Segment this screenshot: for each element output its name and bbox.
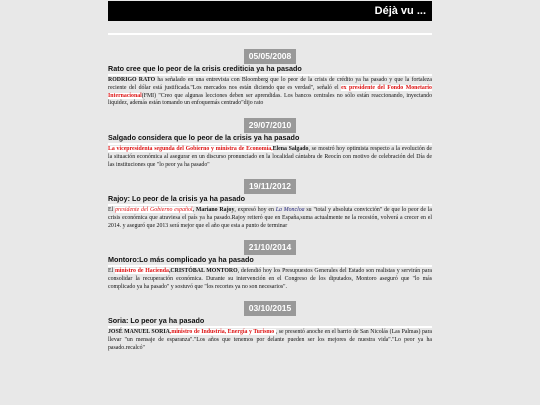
date-badge: 05/05/2008 (244, 49, 297, 64)
article-text (108, 146, 432, 169)
divider (108, 33, 432, 35)
person-name: RODRIGO RATO (108, 77, 156, 83)
article-text (108, 329, 432, 352)
headline: Rajoy: Lo peor de la crisis ya ha pasado (108, 194, 246, 203)
person-name: JOSÉ MANUEL SORIA (108, 329, 170, 335)
article-text (108, 207, 432, 230)
page-banner (108, 1, 432, 21)
date-badge: 19/11/2012 (244, 179, 296, 194)
headline: Montoro:Lo más complicado ya ha pasado (108, 255, 254, 264)
article-text (108, 77, 432, 108)
divider (108, 74, 432, 76)
divider (108, 204, 432, 206)
news-entry (108, 46, 432, 108)
place-link: La Moncloa (275, 207, 305, 213)
highlight-title: La vicepresidenta segunda del Gobierno y ministra de Economía, (108, 146, 273, 152)
divider (108, 143, 432, 145)
text-run: El (108, 268, 115, 274)
text-run: ha señalado en una entrevista con Bloomberg que lo peor de la crisis de crédito ya ha pasado y que la fortaleza reciente del dólar está justificada."Los mercados nos están diciendo que es verdad", señaló el (108, 77, 432, 91)
text-run: El (108, 207, 116, 213)
highlight-title: ex presidente del Fondo Monetario Internacional (108, 84, 432, 99)
person-name: ,CRISTÓBAL MONTORO (168, 268, 238, 274)
text-run: , expresó hoy en (234, 207, 276, 213)
date-badge: 29/07/2010 (244, 118, 297, 133)
news-entry (108, 115, 432, 169)
text-run: , se presentó anoche en el barrio de San Nicolás (Las Palmas) para llevar "un mensaje de esparanza"."Los años que tenemos por delante pueden ser los mejores de nuestra vida"."Lo peor ya ha pasado.recalcó" (108, 329, 432, 351)
article-text (108, 268, 432, 291)
text-run: , se mostró hoy optimista respecto a la evolución de la situación económica al asegurar en un discurso pronunciado en la localidad cántabra de Reocín con motivo de celebración del Día de las instituciones que "lo peor ya ha pasado" (108, 146, 433, 168)
headline: Soria: Lo peor ya ha pasado (108, 316, 205, 325)
news-entry (108, 237, 432, 291)
headline: Salgado considera que lo peor de la crisis ya ha pasado (108, 133, 300, 142)
text-run: (FMI) "Creo que algunas lecciones deben ser aprendidas. Los bancos centrales no sólo están reaccionando, inyectando liquidez, además están tomando un enfoquemás centrado"dijo rato (108, 92, 432, 107)
highlight-title: ,ministro de Industria, Energía y Turismo (169, 329, 276, 335)
divider (108, 326, 432, 328)
text-run: su "total y absoluta convicción" de que lo peor de la crisis económica que atraviesa el país ya ha pasado.Rajoy reiteró que en España,suma actualmente ne la recesión, volverá a crecer en el 2014. y aseguró que 2013 será mejor que el año que esta a punto de terminar (108, 207, 433, 229)
date-badge: 21/10/2014 (244, 240, 297, 255)
date-badge: 03/10/2015 (244, 301, 297, 316)
text-run: , defendió hoy los Presupuestos Generales del Estado son realistas y servirán para consolidar la recuperación económica. Durante su intervención en el Congreso de los diputados, Montoro aseguró que "lo más complicado ya ha pasado" y sostuvó que "los recortes ya no son necesarios". (108, 268, 432, 290)
highlight-title: presidente del Gobierno español (115, 207, 193, 213)
person-name: Elena Salgado (272, 146, 309, 152)
person-name: , Mariano Rajoy (192, 207, 235, 213)
headline: Rato cree que lo peor de la crisis crediticia ya ha pasado (108, 64, 302, 73)
news-entry (108, 176, 432, 230)
highlight-title: ministro de Hacienda (114, 268, 169, 274)
divider (108, 265, 432, 267)
banner-title: Déjà vu ... (374, 5, 426, 17)
news-entry (108, 298, 432, 352)
